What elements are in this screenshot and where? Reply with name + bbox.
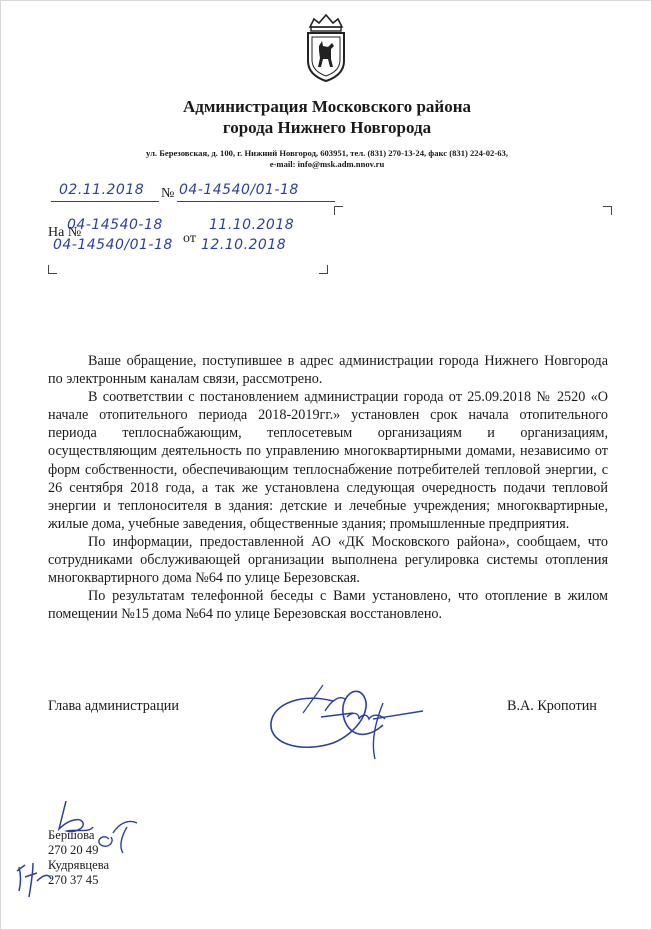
executor-phone: 270 20 49 bbox=[48, 843, 99, 857]
reply-number-2: 04-14540/01-18 bbox=[53, 237, 173, 253]
handwritten-initials-icon bbox=[11, 793, 151, 899]
executor-phone: 270 37 45 bbox=[48, 873, 99, 887]
paragraph: Ваше обращение, поступившее в адрес администрации города Нижнего Новгорода по электронным каналам связи, рассмотрено. bbox=[48, 353, 608, 388]
outgoing-number-label: № bbox=[161, 186, 175, 201]
executor-name: Бершова bbox=[48, 828, 95, 842]
paragraph: По результатам телефонной беседы с Вами установлено, что отопление в жилом помещении №15 дома №64 по улице Березовская восстановлено. bbox=[48, 588, 608, 623]
reg-field-corner-right bbox=[319, 265, 328, 274]
signatory-position: Глава администрации bbox=[48, 698, 179, 714]
organization-subtitle: города Нижнего Новгорода bbox=[222, 118, 432, 137]
outgoing-date: 02.11.2018 bbox=[59, 182, 145, 198]
address-field-corner-left bbox=[334, 206, 343, 215]
organization-title: Администрация Московского района bbox=[182, 97, 472, 116]
executor-name: Кудрявцева bbox=[48, 858, 110, 872]
reply-number-1: 04-14540-18 bbox=[67, 217, 163, 233]
contact-address: ул. Березовская, д. 100, г. Нижний Новгород, 603951, тел. (831) 270-13-24, факс (831) 224-02-63, bbox=[146, 148, 508, 158]
reg-field-corner-left bbox=[48, 265, 57, 274]
paragraph: В соответствии с постановлением администрации города от 25.09.2018 № 2520 «О начале отопительного периода 2018-2019гг.» установлен срок начала отопительного периода теплоснабжающим, теплосетевым организациям и организациям, осуществляющим деятельность по управлению многоквартирными домами, независимо от форм собственности, обеспечивающим теплоснабжение потребителей тепловой энергии, с 26 сентября 2018 года, а так же установлена следующая очередность подачи тепловой энергии и теплоносителя в здания: детские и лечебные учреждения; многоквартирные, жилые дома, учебные заведения, общественные здания; промышленные предприятия. bbox=[48, 389, 608, 532]
reply-date-1: 11.10.2018 bbox=[209, 217, 295, 233]
reply-date-2: 12.10.2018 bbox=[201, 237, 287, 253]
reply-to-label: На № bbox=[48, 225, 82, 240]
signatory-name: В.А. Кропотин bbox=[507, 698, 597, 714]
city-coat-of-arms-icon bbox=[304, 13, 348, 83]
paragraph: По информации, предоставленной АО «ДК Московского района», сообщаем, что сотрудниками обслуживающей организации выполнена регулировка системы отопления многоквартирного дома №64 по улице Березовская. bbox=[48, 533, 608, 587]
address-field-corner-right bbox=[603, 206, 612, 215]
handwritten-signature-icon bbox=[263, 673, 433, 763]
contact-email: e-mail: info@msk.adm.nnov.ru bbox=[269, 159, 385, 169]
reply-from-label: от bbox=[183, 231, 196, 246]
outgoing-number: 04-14540/01-18 bbox=[179, 182, 299, 198]
letter-body bbox=[48, 352, 608, 623]
